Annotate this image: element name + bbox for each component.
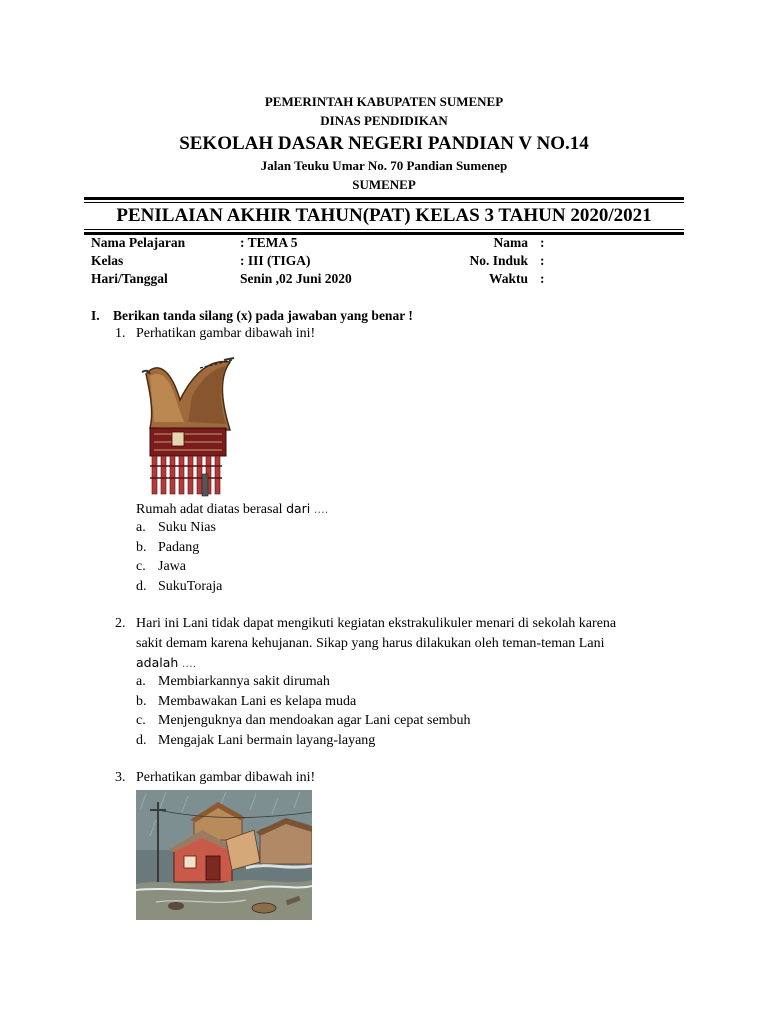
- info-number-label: No. Induk: [469, 253, 528, 268]
- header-department: DINAS PENDIDIKAN: [320, 113, 448, 128]
- info-date-value: Senin ,02 Juni 2020: [240, 271, 352, 286]
- section-instruction: Berikan tanda silang (x) pada jawaban yang benar !: [113, 308, 413, 323]
- q2-option-a-text: Membiarkannya sakit dirumah: [158, 674, 330, 689]
- header-rule-thick: [84, 197, 684, 200]
- title-rule-thin: [84, 229, 684, 230]
- question-2-line-2: sakit demam karena kehujanan. Sikap yang harus dilakukan oleh teman-teman Lani: [136, 636, 605, 651]
- q2-option-d-letter: d.: [136, 733, 147, 748]
- question-2-line-3-dots: ….: [178, 657, 197, 670]
- info-number-field: :: [540, 253, 545, 268]
- info-name-label: Nama: [493, 235, 528, 250]
- exam-title: PENILAIAN AKHIR TAHUN(PAT) KELAS 3 TAHUN 2020/2021: [116, 205, 652, 226]
- question-1-number: 1.: [115, 326, 126, 341]
- question-2-number: 2.: [115, 616, 126, 631]
- question-3-number: 3.: [115, 770, 126, 785]
- section-numeral: I.: [91, 308, 100, 323]
- q1-option-b-letter: b.: [136, 540, 147, 555]
- q1-option-d-text: SukuToraja: [158, 579, 223, 594]
- q2-option-d-text: Mengajak Lani bermain layang-layang: [158, 733, 376, 748]
- question-3-text: Perhatikan gambar dibawah ini!: [136, 770, 316, 785]
- info-subject-label: Nama Pelajaran: [91, 235, 186, 250]
- info-class-label: Kelas: [91, 253, 124, 268]
- question-1-prompt-main: Rumah adat diatas berasal: [136, 502, 287, 517]
- question-1-prompt-dots: ….: [310, 503, 329, 516]
- question-2-line-3: [136, 655, 196, 672]
- q1-option-c-text: Jawa: [158, 559, 186, 574]
- q1-option-a-text: Suku Nias: [158, 520, 216, 535]
- header-address: Jalan Teuku Umar No. 70 Pandian Sumenep: [260, 158, 508, 173]
- header-school-name: SEKOLAH DASAR NEGERI PANDIAN V NO.14: [179, 133, 589, 154]
- q1-option-c-letter: c.: [136, 559, 146, 574]
- q2-option-b-text: Membawakan Lani es kelapa muda: [158, 694, 357, 709]
- header-rule-thin: [84, 202, 684, 203]
- question-2-line-3-word: adalah: [136, 655, 179, 670]
- info-class-value: : III (TIGA): [240, 253, 311, 268]
- flood-illustration: [136, 790, 312, 920]
- question-1-prompt-word: dari: [286, 501, 311, 516]
- info-subject-value: : TEMA 5: [240, 235, 298, 250]
- info-date-label: Hari/Tanggal: [91, 271, 168, 286]
- q1-option-b-text: Padang: [158, 540, 200, 555]
- q2-option-a-letter: a.: [136, 674, 146, 689]
- q2-option-c-letter: c.: [136, 713, 146, 728]
- q2-option-c-text: Menjenguknya dan mendoakan agar Lani cepat sembuh: [158, 713, 471, 728]
- question-1-prompt: [136, 501, 328, 518]
- question-2-line-1: Hari ini Lani tidak dapat mengikuti kegiatan ekstrakulikuler menari di sekolah karena: [136, 616, 617, 631]
- q1-option-a-letter: a.: [136, 520, 146, 535]
- q1-option-d-letter: d.: [136, 579, 147, 594]
- q2-option-b-letter: b.: [136, 694, 147, 709]
- header-government: PEMERINTAH KABUPATEN SUMENEP: [264, 94, 504, 109]
- info-time-label: Waktu: [488, 271, 528, 286]
- question-1-text: Perhatikan gambar dibawah ini!: [136, 326, 316, 341]
- tongkonan-house-illustration: [136, 356, 238, 498]
- info-name-field: :: [540, 235, 545, 250]
- header-city: SUMENEP: [352, 177, 416, 192]
- info-time-field: :: [540, 271, 545, 286]
